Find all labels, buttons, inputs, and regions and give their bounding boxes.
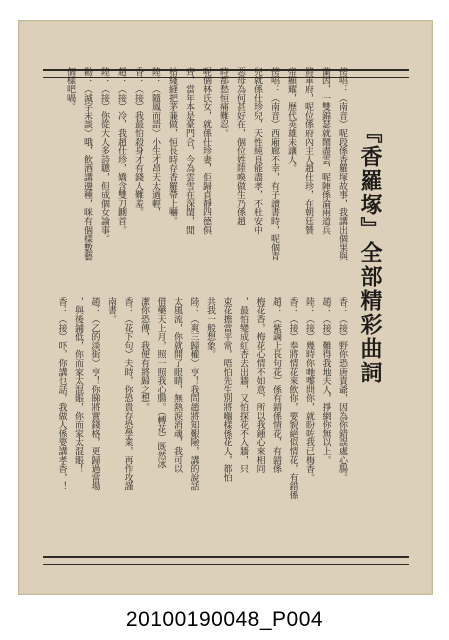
lower-text-column: 香：（接）吓，你講乜話，我做人係要講孝香，！ [56,297,67,491]
lower-text-column: 潔你恐傳，我便有將歸之想。 [139,297,149,412]
upper-text-column: 傍唱：（南音）西廂廊不幸，有子讀書時，呢個青 [269,67,279,261]
document-title: 『香羅塚』全部精彩曲詞 [357,121,383,385]
lower-text-column: 共我一般想象。 [205,297,215,359]
lower-text-column: 陸：（爽三歸權）亨！我問趙將知艱險，講的說話 [188,297,199,491]
upper-text-column: 陸：（隨鳳而語）小生才昂天太過輕， [150,67,160,217]
lower-text-column: 趙：（接）難得我地夫人，掙網你無以上。 [320,297,331,465]
upper-text-column: 趙：（接）冷，我趙仕珍，嬌含雙刀鍘首。 [116,67,126,235]
upper-text-column: 兒就係仕珍兒，天性純良能盡孝，不杜安中 [252,67,262,235]
lower-text-column: 香：（接）野你恐唐貴爺，因為你錯誤處心腸。 [337,297,347,482]
upper-text-column: 傍唱：（南音）呢段係香羅塚故事，我講出個果與 [337,67,347,261]
lower-text-column: 梅花香，梅花心情不如意，所以我鍾心來相同 [254,297,265,474]
lower-text-column: ，與後鋪低，你而家太混賬，你而家太混賬！ [73,297,83,474]
lower-text-column: 南書。 [106,297,116,324]
lower-text-column: 束花擔當平常，唔怕先生別將嗰樣係花人，都怕 [221,297,232,482]
upper-text-column: 齊，當年本是豪門合，今為雲雪在深閨，閒 [184,67,194,235]
upper-text-column: 香：（接）我最怕殺身才有錢人難羞。 [133,67,143,217]
image-caption: 20100190048_P004 [125,608,324,631]
lower-text-column: 趙：（紫調上長句花）係有錯係情花，有錯係 [271,297,281,474]
lower-text-column: 借藥天上月，照一照我心腸。（轉花）既然冰 [155,297,166,469]
lower-text-column: 香：（接）奉將情花來飲你，要貌絕似情花，有錯係 [287,297,298,500]
lower-text-column: 陸：（接）幾時你哋嚟問你，就盼咗我已梅香。 [304,297,314,482]
upper-text-column: 帝顯耀，歷代英雄未讓人。 [286,67,296,173]
upper-text-column: 枯綫縫把茅蒹做，恒長時存香羅帶上嚇。 [167,67,177,226]
upper-text-column: 時都愁恒痛難忍。 [218,67,228,138]
bottom-rule [43,556,409,565]
lower-text-column: 趙：（乙的淡街）亨！你睇將實錢格，更歸過當場 [89,297,100,491]
document-page [18,20,433,595]
upper-text-column: 將軍府，呢位係府內主人趙仕珍，在朝廷贊 [303,67,313,235]
lower-text-column: 太風流，你就開了眼睛，無熱淚消魂，我可以 [172,297,182,474]
upper-text-column: 陸：（接）你從大人多詩聰，但成個女論事。 [99,67,109,244]
upper-text-column: 勸：（滅字未談）哦，飲酒講邊種，咪有個樣數藝 [82,67,92,261]
lower-text-column: 香：（花下句）夫時，你恐貴存恐學業，再作攻謹 [122,297,133,491]
upper-text-column: 惡母為何甚好在，個位姓陸喚做生乃係趙 [235,67,245,226]
upper-text-column: 蘭因，一雙錦瑟就鬧盡雲，呢陣係淪兩道兵 [320,67,330,235]
upper-text-column: 呢個林氏女，就係仕珍妻，佢歸貞靜四德俱 [201,67,211,235]
upper-text-column: 個樣吧喎。 [65,67,75,112]
lower-text-column: ，最怕變成紅杏去出牆，又怕探花不入牆，只 [238,297,248,474]
